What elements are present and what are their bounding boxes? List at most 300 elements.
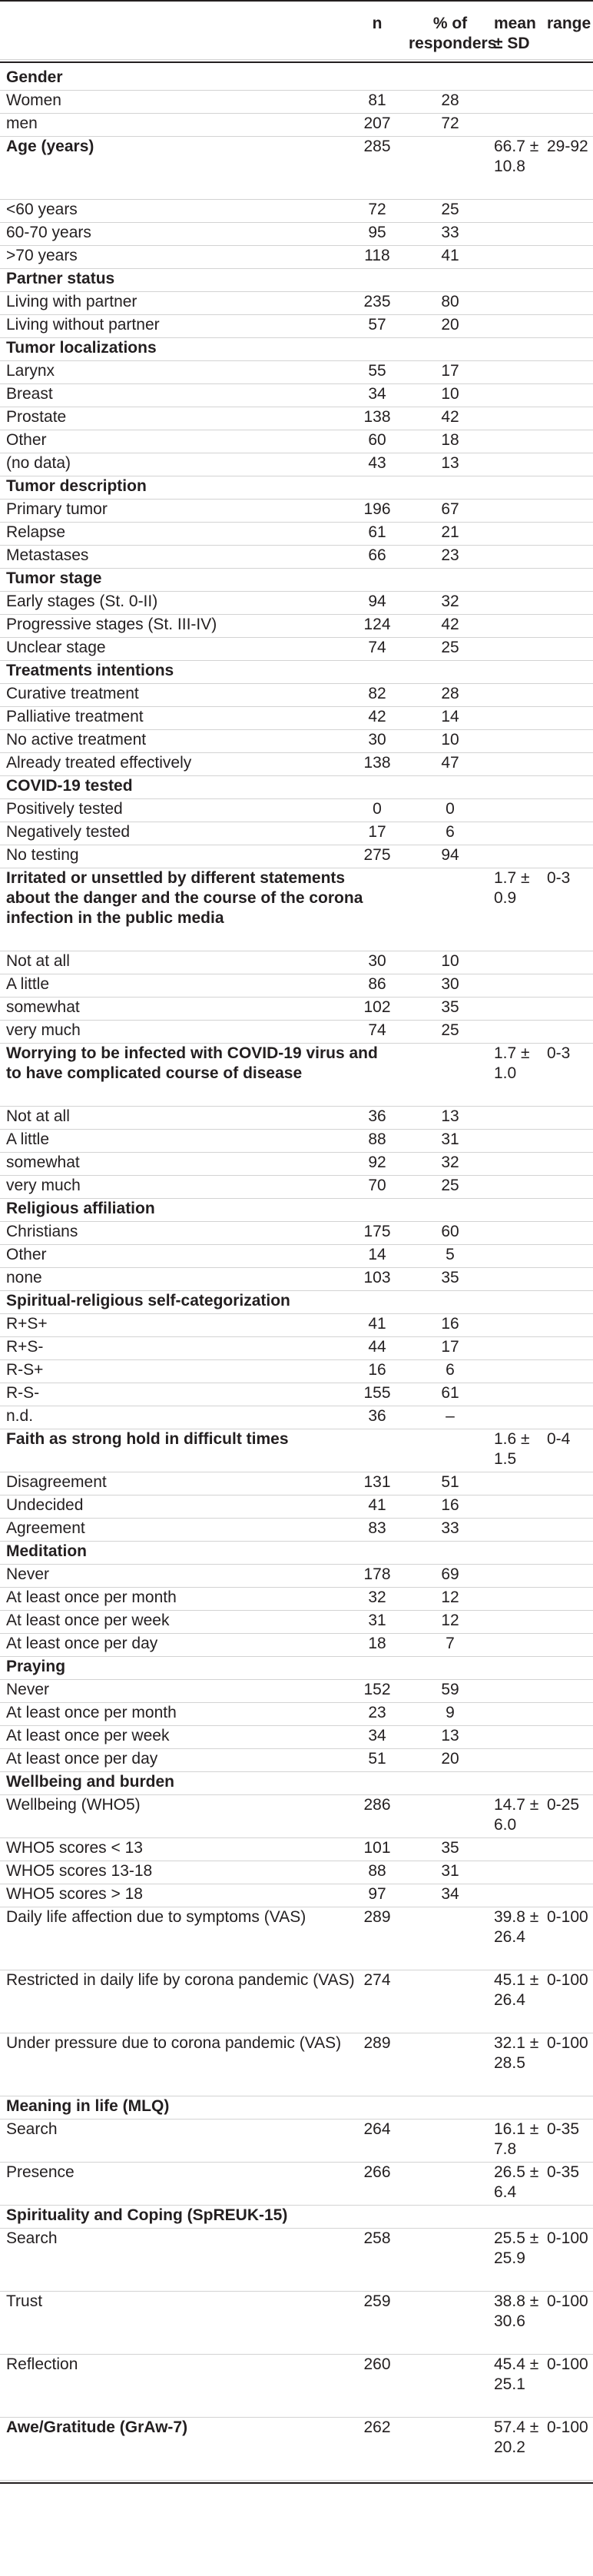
row-n: 95 [368,224,386,241]
table-row [0,523,593,546]
row-label: Women [6,91,61,109]
row-label: Palliative treatment [6,708,144,725]
row-n: 260 [363,2355,391,2373]
table-row [0,974,593,998]
row-n: 266 [363,2163,391,2181]
row-percent: 25 [441,1177,459,1194]
row-label: Undecided [6,1496,84,1514]
row-label: Partner status [6,270,115,287]
table-row [0,315,593,338]
table-row [0,2355,593,2418]
row-mean-sd: 14.7 ± 6.0 [494,1796,539,1834]
table-row [0,1130,593,1153]
row-n: 32 [368,1588,386,1606]
row-n: 92 [368,1154,386,1171]
table-row [0,592,593,615]
row-n: 31 [368,1612,386,1629]
table-row [0,1495,593,1519]
table-row [0,1680,593,1703]
row-label: Curative treatment [6,685,139,702]
row-label: Worrying to be infected with COVID-19 virus and to have complicated course of disease [6,1044,378,1082]
row-n: 36 [368,1107,386,1125]
table-section-row [0,2096,593,2120]
table-row [0,1970,593,2033]
table-row [0,1749,593,1772]
row-label: Age (years) [6,138,94,155]
row-percent: 25 [441,639,459,656]
table-row [0,384,593,407]
row-percent: 7 [446,1635,455,1652]
row-label: Unclear stage [6,639,106,656]
row-percent: 6 [446,1361,455,1379]
row-label: Under pressure due to corona pandemic (VAS) [6,2034,342,2052]
row-n: 36 [368,1407,386,1425]
row-percent: 5 [446,1246,455,1263]
row-label: Irritated or unsettled by different statements about the danger and the course of the corona infection in the public media [6,869,363,927]
table-row [0,1176,593,1199]
row-mean-sd: 16.1 ± 7.8 [494,2120,539,2158]
row-mean-sd: 25.5 ± 25.9 [494,2229,539,2267]
row-n: 60 [368,431,386,449]
table-row [0,500,593,523]
row-percent: 12 [441,1612,459,1629]
table-row [0,615,593,638]
row-n: 274 [363,1971,391,1989]
row-label: very much [6,1177,81,1194]
row-label: At least once per day [6,1750,158,1768]
row-percent: 0 [446,800,455,818]
row-label: Living without partner [6,316,160,334]
row-n: 259 [363,2292,391,2310]
table-row [0,292,593,315]
row-label: Wellbeing (WHO5) [6,1796,141,1814]
table-row [0,2229,593,2292]
row-range: 0-100 [547,2355,588,2373]
header-n: n [372,15,383,32]
row-percent: 23 [441,546,459,564]
row-mean-sd: 66.7 ± 10.8 [494,138,539,175]
table-row [0,1383,593,1406]
table-row [0,1472,593,1495]
row-label: Search [6,2120,58,2138]
row-label: 60-70 years [6,224,91,241]
table-section-row [0,569,593,592]
table-row [0,430,593,453]
row-percent: 14 [441,708,459,725]
row-n: 178 [363,1565,391,1583]
table-row [0,1703,593,1726]
row-range: 0-25 [547,1796,580,1814]
row-label: Not at all [6,952,70,970]
row-label: Already treated effectively [6,754,192,772]
row-label: somewhat [6,1154,80,1171]
table-section-row [0,1657,593,1680]
row-mean-sd: 1.7 ± 0.9 [494,869,530,907]
row-label: R-S+ [6,1361,44,1379]
row-n: 275 [363,846,391,864]
row-percent: 13 [441,1107,459,1125]
row-mean-sd: 1.6 ± 1.5 [494,1430,530,1468]
row-percent: 35 [441,1269,459,1286]
row-label: Never [6,1681,50,1698]
row-n: 289 [363,2034,391,2052]
row-n: 88 [368,1130,386,1148]
table-row [0,845,593,868]
table-row [0,2163,593,2206]
row-label: Religious affiliation [6,1200,155,1217]
row-label: Relapse [6,523,66,541]
table-row [0,246,593,269]
row-n: 30 [368,731,386,749]
table-row [0,753,593,776]
table-section-row [0,338,593,361]
row-n: 72 [368,201,386,218]
row-n: 57 [368,316,386,334]
row-n: 42 [368,708,386,725]
table-section-row [0,1199,593,1222]
row-percent: 72 [441,115,459,132]
row-n: 86 [368,975,386,993]
row-percent: 42 [441,408,459,426]
table-row [0,2033,593,2096]
row-label: WHO5 scores 13-18 [6,1862,153,1880]
row-label: Tumor localizations [6,339,157,357]
row-n: 18 [368,1635,386,1652]
row-n: 286 [363,1796,391,1814]
row-n: 34 [368,1727,386,1744]
row-percent: 94 [441,846,459,864]
table-section-row [0,269,593,292]
table-row [0,1153,593,1176]
table-row [0,1726,593,1749]
row-n: 152 [363,1681,391,1698]
row-n: 14 [368,1246,386,1263]
table-row [0,1519,593,1542]
row-percent: 61 [441,1384,459,1402]
table-row [0,453,593,476]
row-percent: 42 [441,616,459,633]
row-n: 103 [363,1269,391,1286]
table-section-row [0,68,593,91]
row-mean-sd: 38.8 ± 30.6 [494,2292,539,2330]
row-percent: 20 [441,316,459,334]
table-section-row [0,1772,593,1795]
row-n: 74 [368,639,386,656]
row-n: 155 [363,1384,391,1402]
row-n: 138 [363,408,391,426]
table-row [0,1861,593,1884]
row-label: n.d. [6,1407,34,1425]
row-percent: 12 [441,1588,459,1606]
table-section-row [0,1429,593,1472]
row-label: Meditation [6,1542,87,1560]
row-label: WHO5 scores < 13 [6,1839,143,1857]
row-percent: 28 [441,91,459,109]
table-section-row [0,476,593,500]
row-label: WHO5 scores > 18 [6,1885,143,1903]
row-percent: 59 [441,1681,459,1698]
row-n: 41 [368,1496,386,1514]
row-label: Living with partner [6,293,137,310]
row-mean-sd: 45.1 ± 26.4 [494,1971,539,2009]
table-row [0,1588,593,1611]
row-label: A little [6,975,50,993]
row-label: >70 years [6,247,78,264]
table-row [0,951,593,974]
row-label: Agreement [6,1519,85,1537]
row-n: 88 [368,1862,386,1880]
row-label: Prostate [6,408,67,426]
header-mean-sd: mean ± SD [494,15,536,52]
row-label: No active treatment [6,731,147,749]
row-n: 61 [368,523,386,541]
row-mean-sd: 45.4 ± 25.1 [494,2355,539,2393]
table-row [0,1360,593,1383]
table-row [0,730,593,753]
row-percent: 28 [441,685,459,702]
row-range: 0-3 [547,869,571,887]
header-range: range [547,15,591,32]
row-label: At least once per month [6,1588,177,1606]
row-percent: 17 [441,1338,459,1356]
row-n: 51 [368,1750,386,1768]
row-percent: 51 [441,1473,459,1491]
row-label: R-S- [6,1384,40,1402]
table-row [0,361,593,384]
table-section-row [0,868,593,951]
row-percent: 10 [441,385,459,403]
table-section-row [0,776,593,799]
row-n: 235 [363,293,391,310]
row-percent: 10 [441,731,459,749]
header-rule [0,61,593,63]
row-percent: 30 [441,975,459,993]
row-label: Never [6,1565,50,1583]
row-n: 43 [368,454,386,472]
row-percent: 25 [441,201,459,218]
row-percent: 31 [441,1862,459,1880]
row-label: Treatments intentions [6,662,174,679]
table-row [0,1565,593,1588]
row-percent: – [446,1407,455,1425]
row-percent: 20 [441,1750,459,1768]
row-n: 34 [368,385,386,403]
row-label: Wellbeing and burden [6,1773,174,1791]
header-percent: % of responders [409,15,497,52]
table-row [0,1107,593,1130]
table-section-row [0,1044,593,1107]
row-percent: 69 [441,1565,459,1583]
row-label: Awe/Gratitude (GrAw-7) [6,2418,188,2436]
row-range: 0-3 [547,1044,571,1062]
row-label: Spirituality and Coping (SpREUK-15) [6,2206,288,2224]
table-row [0,1634,593,1657]
row-n: 97 [368,1885,386,1903]
row-label: Early stages (St. 0-II) [6,593,158,610]
row-percent: 31 [441,1130,459,1148]
row-percent: 25 [441,1021,459,1039]
table-row [0,707,593,730]
row-label: Praying [6,1658,66,1675]
table-section-row [0,137,593,200]
row-label: Trust [6,2292,43,2310]
row-percent: 41 [441,247,459,264]
row-percent: 18 [441,431,459,449]
table-row [0,407,593,430]
row-label: (no data) [6,454,71,472]
table-row [0,1884,593,1907]
row-label: At least once per day [6,1635,158,1652]
row-label: R+S+ [6,1315,48,1333]
row-range: 0-100 [547,2292,588,2310]
row-percent: 9 [446,1704,455,1721]
table-section-row [0,1291,593,1314]
row-range: 0-100 [547,1971,588,1989]
row-label: A little [6,1130,50,1148]
row-percent: 35 [441,1839,459,1857]
row-n: 41 [368,1315,386,1333]
row-n: 285 [363,138,391,155]
row-n: 196 [363,500,391,518]
table-section-row [0,1542,593,1565]
table-row [0,638,593,661]
row-label: Tumor stage [6,569,102,587]
row-n: 17 [368,823,386,841]
table-section-row [0,661,593,684]
row-percent: 33 [441,224,459,241]
row-n: 131 [363,1473,391,1491]
row-percent: 16 [441,1315,459,1333]
table-row [0,1337,593,1360]
row-percent: 33 [441,1519,459,1537]
row-label: Meaning in life (MLQ) [6,2097,170,2115]
row-n: 118 [364,247,390,264]
row-n: 264 [363,2120,391,2138]
table-row [0,1021,593,1044]
row-label: Breast [6,385,53,403]
row-n: 262 [363,2418,391,2436]
table-row [0,223,593,246]
row-n: 83 [368,1519,386,1537]
row-label: Other [6,1246,47,1263]
row-label: Presence [6,2163,75,2181]
row-range: 29-92 [547,138,588,155]
row-label: Larynx [6,362,55,380]
table-row [0,1222,593,1245]
row-percent: 60 [441,1223,459,1240]
row-range: 0-35 [547,2120,580,2138]
row-label: No testing [6,846,79,864]
row-label: R+S- [6,1338,44,1356]
row-mean-sd: 32.1 ± 28.5 [494,2034,539,2072]
table-row [0,1245,593,1268]
row-percent: 47 [441,754,459,772]
row-label: Tumor description [6,477,147,495]
row-percent: 34 [441,1885,459,1903]
table-row [0,1406,593,1429]
table-section-row [0,2418,593,2481]
row-label: Not at all [6,1107,70,1125]
row-range: 0-100 [547,1908,588,1926]
table-section-row [0,2206,593,2229]
row-label: Positively tested [6,800,123,818]
table-row [0,1838,593,1861]
row-mean-sd: 57.4 ± 20.2 [494,2418,539,2456]
row-n: 16 [368,1361,386,1379]
row-label: Christians [6,1223,78,1240]
row-range: 0-4 [547,1430,571,1448]
row-range: 0-100 [547,2034,588,2052]
row-label: Spiritual-religious self-categorization [6,1292,290,1310]
table-header-row [0,6,593,60]
row-n: 102 [363,998,391,1016]
row-label: none [6,1269,42,1286]
row-percent: 32 [441,1154,459,1171]
row-n: 175 [363,1223,391,1240]
row-range: 0-100 [547,2418,588,2436]
row-label: Daily life affection due to symptoms (VAS) [6,1908,306,1926]
row-percent: 6 [446,823,455,841]
row-range: 0-35 [547,2163,580,2181]
row-label: somewhat [6,998,80,1016]
row-n: 138 [363,754,391,772]
row-n: 0 [373,800,382,818]
table-row [0,799,593,822]
table-row [0,1611,593,1634]
row-n: 82 [368,685,386,702]
row-n: 70 [368,1177,386,1194]
row-n: 74 [368,1021,386,1039]
row-label: Negatively tested [6,823,131,841]
row-label: men [6,115,38,132]
table-row [0,546,593,569]
row-percent: 16 [441,1496,459,1514]
row-label: Primary tumor [6,500,108,518]
row-n: 94 [368,593,386,610]
table-row [0,1907,593,1970]
row-percent: 32 [441,593,459,610]
row-percent: 80 [441,293,459,310]
table-row [0,2120,593,2163]
table-top-rule [0,0,593,2]
table-row [0,1795,593,1838]
row-percent: 21 [441,523,459,541]
row-label: Faith as strong hold in difficult times [6,1430,289,1448]
row-n: 66 [368,546,386,564]
row-label: At least once per week [6,1727,170,1744]
row-mean-sd: 39.8 ± 26.4 [494,1908,539,1946]
row-label: Gender [6,68,63,86]
row-n: 23 [368,1704,386,1721]
row-n: 30 [368,952,386,970]
table-row [0,684,593,707]
row-label: <60 years [6,201,78,218]
row-mean-sd: 1.7 ± 1.0 [494,1044,530,1082]
row-label: Progressive stages (St. III-IV) [6,616,217,633]
row-label: Metastases [6,546,89,564]
row-n: 81 [368,91,386,109]
table-row [0,1314,593,1337]
row-label: COVID-19 tested [6,777,133,795]
table-bottom-rule [0,2482,593,2484]
row-mean-sd: 26.5 ± 6.4 [494,2163,539,2201]
row-label: Reflection [6,2355,78,2373]
row-label: Restricted in daily life by corona pandemic (VAS) [6,1971,355,1989]
table-row [0,2292,593,2355]
row-percent: 17 [441,362,459,380]
row-percent: 10 [441,952,459,970]
row-percent: 35 [441,998,459,1016]
